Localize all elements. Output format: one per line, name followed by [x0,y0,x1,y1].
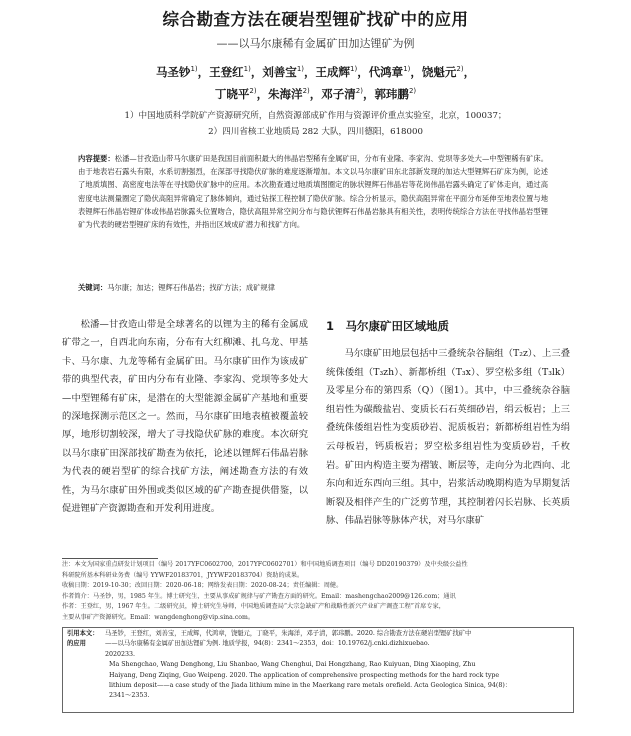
footnote-line: 收稿日期：2019-10-30；改回日期：2020-06-18；网络发表日期：2020-08-24；责任编辑：周健。 [62,582,343,590]
footnote-divider [62,558,158,559]
paper-subtitle: ——以马尔康稀有金属矿田加达锂矿为例 [216,37,415,50]
intro-paragraph: 松潘—甘孜造山带是全球著名的以锂为主的稀有金属成矿带之一，自西北向东南，分布有大红柳滩、扎乌龙、甲基卡、马尔康、九龙等稀有金属矿田。马尔康矿田作为该成矿带的典型代表，矿田内分布有业隆、李家沟、党坝等多处大—中型锂稀有矿床，是潜在的大型能源金属矿产基地和重要的深地探测示范区之一。然而，马尔康矿田地表植被覆盖较厚，地形切割较深，增大了寻找隐伏矿脉的难度。本次研究以马尔康矿田深部找矿勘查为依托，论述以锂辉石伟晶岩脉为代表的硬岩型矿的综合找矿方法，阐述勘查方法的有效性，为马尔康矿田外围或类似区域的矿产勘查提供借鉴，以促进锂矿产资源勘查和开发利用进度。 [62,319,308,515]
citation-text: ——以马尔康稀有金属矿田加达锂矿为例. 地质学报，94(8)：2341～2353，doi：10.19762/j.cnki.dizhixuebao. [105,640,430,648]
author: 朱海洋 [268,87,303,101]
abstract-text: 松潘—甘孜造山带马尔康矿田是我国目前面积最大的伟晶岩型稀有金属矿田，分布有业隆、李家沟、党坝等多处大—中型锂稀有矿床。由于地表岩石露头有限，水系切割强烈，在深部寻找隐伏矿脉的难度逐渐增加。本文以马尔康矿田东北部新发现的加达大型锂辉石矿床为例，论述了地质填图、高密度电法等在寻找隐伏矿脉中的应用。本次勘查通过地质填图圈定的脉状锂辉石伟晶岩等花岗伟晶岩露头确定了矿体走向，通过高密度电法测量圈定了隐伏高阻异常确定了脉体倾向，通过钻探工程控制了隐伏矿脉。综合分析显示，隐伏高阻异常在平面分布延伸至地表位置与地表锂辉石伟晶岩锂矿体或伟晶岩脉露头位置吻合，隐伏高阻异常空间分布与隐伏锂辉石伟晶岩脉具有相关性，表明传统综合方法在寻找伟晶岩型锂矿为代表的硬岩型锂矿床的有效性，并指出区域成矿潜力和找矿方向。 [78,154,549,230]
footnotes [62,560,582,624]
affiliation-2: 2）四川省核工业地质局 282 大队，四川德阳，618000 [208,127,423,137]
footnote-line: 注：本文为国家重点研发计划项目（编号 2017YFC0602700，2017YFC0602701）和中国地质调查项目（编号 DD20190379）及中央级公益性 [62,561,468,568]
footnote-line: 科研院所基本科研业务费（编号 YYWF201837​01，JYYWF20183704）资助的成果。 [62,571,304,579]
author: 丁晓平 [214,87,250,101]
citation-en-line: Ma Shengchao, Wang Denghong, Liu Shanbao, Wang Chenghui, Dai Hongzhang, Rao Kuiyuan, Ding Xiaoping, Zhu [109,661,476,669]
keywords-label: 关键词： [78,283,108,292]
footnote-line: 作者：王登红，男，1967 年生。二级研究员，博士研究生导师，中国地质调查局“大宗急缺矿产和战略性新兴产业矿产调查工程”首席专家， [62,603,445,611]
author: 邓子清 [321,87,356,101]
citation-label: 引用本文： [67,630,99,637]
citation-text: 马圣钞，王登红，刘善宝，王成辉，代鸿章，饶魁元，丁晓平，朱海洋，邓子清，郭玮鹏。2020. 综合勘查方法在硬岩型锂矿找矿中 [105,630,472,637]
footnote-line: 作者简介：马圣钞，男，1985 年生。博士研究生，主要从事成矿规律与矿产勘查方面的研究。Email：mashengchao2009@126.com；通讯 [62,592,456,600]
author: 饶魁元 [421,65,457,79]
citation-text: 2020233. [105,650,136,658]
paper-title: 综合勘查方法在硬岩型锂矿找矿中的应用 [162,10,469,29]
author-list-line-2: 丁晓平$^{2)}$，朱海洋$^{2)}$，邓子清$^{2)}$，郭玮鹏$^{2)}$ [214,87,417,101]
keywords [78,283,548,293]
citation-label: 的应用 [67,640,86,648]
author: 王登红 [209,65,244,79]
author: 代鸿章 [368,65,404,79]
citation-en-line: Haiyang, Deng Ziqing, Guo Weipeng. 2020. The application of comprehensive prospecting methods for the hard rock type [109,671,500,679]
abstract [78,152,548,231]
author: 王成辉 [315,65,350,79]
citation-box [62,627,574,713]
citation-en-line: lithium deposit——a case study of the Jiada lithium mine in the Maerkang rare metals orefield. Acta Geologica Sinica, 94(8)： [109,682,512,690]
author: 马圣钞 [155,65,191,79]
author-list-line-1: 马圣钞$^{1)}$，王登红$^{1)}$，刘善宝$^{1)}$，王成辉$^{1)}$，代鸿章$^{1)}$，饶魁元$^{2)}$， [155,65,476,79]
keywords-text: 马尔康；加达；锂辉石伟晶岩；找矿方法；成矿规律 [107,283,276,292]
section-paragraph: 马尔康矿田地层包括中三叠统杂谷脑组（T₂z）、上三叠统侏倭组（T₃zh）、新都桥组（T₃x）、罗空松多组（T₃lk）及零星分布的第四系（Q）（图1）。其中，中三叠统杂谷脑组岩性为碳酸盐岩、变质长石石英细砂岩，绢云板岩；上三叠统侏倭组岩性为变质砂岩、泥质板岩；新都桥组岩性为绢云母板岩，钙质板岩；罗空松多组岩性为变质砂岩，千枚岩。矿田内构造主要为褶皱、断层等，走向分为北西向、北东向和近东西向三组。其中，岩浆活动晚期构造为早期复活断裂及相伴产生的广泛剪节理，其控制着闪长岩脉、长英质脉、伟晶岩脉等脉体产状，对马尔康矿 [326,348,570,527]
footnote-line: 主要从事矿产资源研究。Email：wangdenghong@vip.sina.com。 [62,613,255,621]
section-heading: 1 马尔康矿田区域地质 [326,319,450,333]
citation-en-line: 2341～2353. [109,692,150,700]
affiliation-1: 1）中国地质科学院矿产资源研究所，自然资源部成矿作用与资源评价重点实验室，北京，100037； [124,111,507,121]
author: 郭玮鹏 [374,87,409,101]
author: 刘善宝 [262,65,297,79]
abstract-label: 内容提要： [78,154,115,163]
